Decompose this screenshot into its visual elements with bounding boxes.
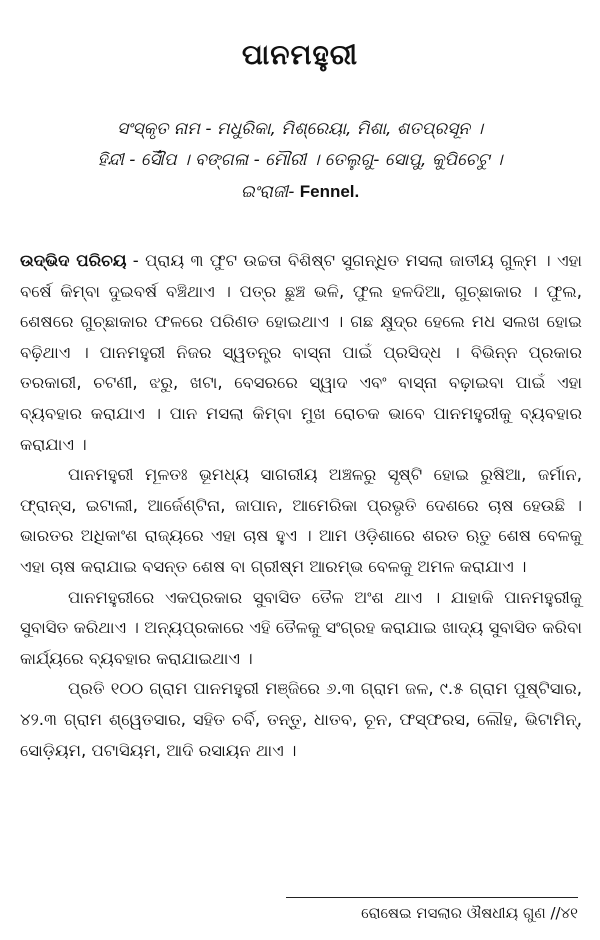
hindi-bengali-telugu-line: ହିନ୍ଦୀ - ସୌଁପ । ବଙ୍ଗଳା - ମୌରୀ । ତେଲୁଗୁ- ସୋପୁ, କୁପିଚେଟୁ । <box>97 150 503 170</box>
paragraph-origin: ପାନମହୁରୀ ମୂଳତଃ ଭୂମଧ୍ୟ ସାଗରୀୟ ଅଞ୍ଚଳରୁ ସୃଷ୍ଟି ହୋଇ ରୁଷିଆ, ଜର୍ମାନ, ଫ୍ରାନ୍ସ, ଇଟାଲୀ, ଆର୍ଜେଣ୍ଟିନା, ଜାପାନ, ଆମେରିକା ପ୍ରଭୃତି ଦେଶରେ ଚାଷ ହେଉଛି । ଭାରତର ଅଧିକାଂଶ ରାଜ୍ୟରେ ଏହା ଚାଷ ହୁଏ । ଆମ ଓଡ଼ିଶାରେ ଶରତ ଋତୁ ଶେଷ ବେଳକୁ ଏହା ଚାଷ କରାଯାଇ ବସନ୍ତ ଶେଷ ବା ଗ୍ରୀଷ୍ମ ଆରମ୍ଭ ବେଳକୁ ଅମଳ କରାଯାଏ । <box>20 465 582 576</box>
paragraph-text: - ପ୍ରାୟ ୩ ଫୁଟ ଉଚ୍ଚତା ବିଶିଷ୍ଟ ସୁଗନ୍ଧିତ ମସଲା ଜାତୀୟ ଗୁଳ୍ମ । ଏହା ବର୍ଷେ କିମ୍ବା ଦୁଇବର୍ଷ ବଞ୍ଚିଥାଏ । ପତ୍ର ଛୁଞ୍ଚ ଭଳି, ଫୁଲ ହଳଦିଆ, ଗୁଚ୍ଛାକାର । ଫୁଲ, ଶେଷରେ ଗୁଚ୍ଛାକାର ଫଳରେ ପରିଣତ ହୋଇଥାଏ । ଗଛ କ୍ଷୁଦ୍ର ହେଲେ ମଧ ସଲଖ ହୋଇ ବଢ଼ିଥାଏ । ପାନମହୁରୀ ନିଜର ସ୍ୱତନ୍ତ୍ର ବାସ୍ନା ପାଇଁ ପ୍ରସିଦ୍ଧ । ବିଭିନ୍ନ ପ୍ରକାର ତରକାରୀ, ଚଟଣୀ, ଝରୁ, ଖଟା, ବେସରରେ ସ୍ୱାଦ ଏବଂ ବାସ୍ନା ବଢ଼ାଇବା ପାଇଁ ଏହା ବ୍ୟବହାର କରାଯାଏ । ପାନ ମସଲା କିମ୍ବା ମୁଖ ରୋଚକ ଭାବେ ପାନମହୁରୀକୁ ବ୍ୟବହାର କରାଯାଏ । <box>20 251 582 454</box>
paragraph-nutrition: ପ୍ରତି ୧୦୦ ଗ୍ରାମ ପାନମହୁରୀ ମଞ୍ଜିରେ ୬.୩ ଗ୍ରାମ ଜଳ, ୯.୫ ଗ୍ରାମ ପୁଷ୍ଟିସାର, ୪୨.୩ ଗ୍ରାମ ଶ୍ୱେତସାର, ସହିତ ଚର୍ବି, ତନ୍ତୁ, ଧାତବ, ଚୂନ, ଫସ୍‌ଫରସ, ଲୌହ, ଭିଟାମିନ୍, ସୋଡ଼ିୟମ, ପଟାସିୟମ, ଆଦି ରସାୟନ ଥାଏ । <box>20 679 582 760</box>
page-title: ପାନମହୁରୀ <box>241 38 359 71</box>
plant-names-block <box>0 114 600 208</box>
english-name-line <box>0 176 600 208</box>
section-heading-plant-introduction: ଉଦ୍ଭିଦ ପରିଚୟ <box>20 251 127 270</box>
paragraph-plant-introduction <box>20 246 582 460</box>
body-text <box>20 246 582 766</box>
sanskrit-name-line: ସଂସ୍କୃତ ନାମ - ମଧୁରିକା, ମିଶ୍ରେୟା, ମିଶା, ଶତପ୍ରସୂନ । <box>116 119 484 139</box>
paragraph-oil: ପାନମହୁରୀରେ ଏକପ୍ରକାର ସୁବାସିତ ତୈଳ ଅଂଶ ଥାଏ । ଯାହାକି ପାନମହୁରୀକୁ ସୁବାସିତ କରିଥାଏ । ଅନ୍ୟପ୍ରକାରେ ଏହି ତୈଳକୁ ସଂଗ୍ରହ କରାଯାଇ ଖାଦ୍ୟ ସୁବାସିତ କରିବା କାର୍ଯ୍ୟରେ ବ୍ୟବହାର କରାଯାଇଥାଏ । <box>20 587 582 668</box>
english-name: Fennel. <box>299 182 360 201</box>
page-footer: ରୋଷେଇ ମସଲାର ଔଷଧୀୟ ଗୁଣ //୪୧ <box>286 897 578 922</box>
english-label: ଇଂରାଜୀ- <box>240 182 300 202</box>
